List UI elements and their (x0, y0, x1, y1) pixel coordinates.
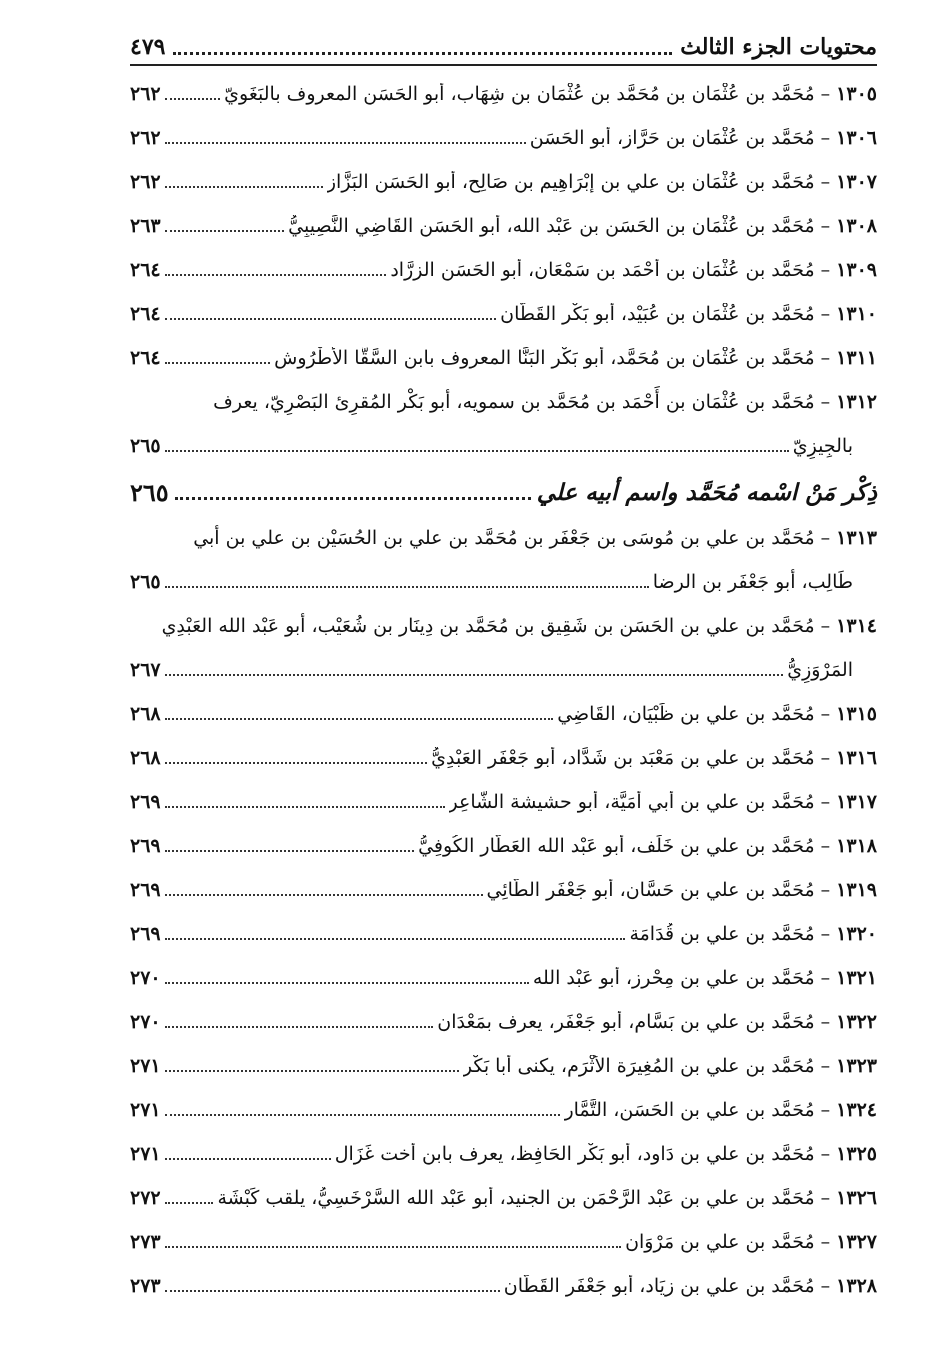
toc-entry (130, 956, 877, 1000)
entry-number: ١٣٢٢ (836, 1011, 877, 1033)
entry-page: ٢٧٠ (130, 967, 161, 989)
entry-number: ١٣٢٥ (836, 1143, 877, 1165)
entry-page: ٢٦٩ (130, 923, 161, 945)
toc-entry (130, 868, 877, 912)
entry-page: ٢٧٠ (130, 1011, 161, 1033)
entry-page: ٢٦٩ (130, 835, 161, 857)
entry-text: مُحَمَّد بن علي بن بَسَّام، أبو جَعْفَر، يعرف بمَعْدَان (437, 1011, 815, 1033)
entry-text-line2: طَالِب، أبو جَعْفَر بن الرضا (652, 571, 853, 593)
entry-page: ٢٧٣ (130, 1275, 161, 1297)
toc-entry (130, 116, 877, 160)
entry-text: مُحَمَّد بن عُثْمَان بن أَحْمَد بن سَمْعَان، أبو الحَسَن الزرَّاد (390, 259, 815, 281)
entry-page: ٢٧٢ (130, 1187, 161, 1209)
entry-text-line1: مُحَمَّد بن عُثْمَان بن أَحْمَد بن مُحَمَّد بن سمويه، أبو بَكْر المُقرِئ البَصْرِيّ، يعرف (213, 391, 815, 413)
entry-number: ١٣٢٧ (836, 1231, 877, 1253)
entry-dash: – (820, 347, 831, 369)
entry-dash: – (820, 1099, 831, 1121)
entry-dash: – (820, 791, 831, 813)
toc-entry (130, 204, 877, 248)
leader-dots (165, 752, 428, 764)
entry-dash: – (820, 527, 831, 549)
leader-dots (165, 708, 554, 720)
entry-number: ١٣٠٧ (836, 171, 877, 193)
toc-entry (130, 780, 877, 824)
toc-entry (130, 292, 877, 336)
header-title: محتويات الجزء الثالث (680, 34, 877, 60)
toc-entry (130, 248, 877, 292)
toc-entries (130, 72, 877, 1308)
entry-number: ١٣١٠ (836, 303, 877, 325)
entry-number: ١٣١٦ (836, 747, 877, 769)
entry-page: ٢٦٩ (130, 791, 161, 813)
entry-text-line1: مُحَمَّد بن علي بن الحَسَن بن شَقِيق بن مُحَمَّد بن دِينَار بن شُعَيْب، أبو عَبْد الله العَبْدِي (161, 615, 815, 637)
leader-dots (165, 884, 483, 896)
entry-number: ١٣١٩ (836, 879, 877, 901)
toc-entry (130, 1000, 877, 1044)
entry-text: مُحَمَّد بن علي بن المُغِيرَة الأَثْرَم، يكنى أبا بَكْر (462, 1055, 815, 1077)
entry-number: ١٣١١ (836, 347, 877, 369)
leader-dots (165, 1280, 500, 1292)
entry-number: ١٣٢١ (836, 967, 877, 989)
entry-text: مُحَمَّد بن عُثْمَان بن الحَسَن بن عَبْد الله، أبو الحَسَن القَاضِي النَّصِيبِيُّ (288, 215, 815, 237)
entry-dash: – (820, 967, 831, 989)
leader-dots (165, 308, 497, 320)
leader-dots (165, 840, 414, 852)
entry-number: ١٣١٥ (836, 703, 877, 725)
entry-page: ٢٧١ (130, 1143, 161, 1165)
leader-dots (165, 352, 271, 364)
leader-dots (165, 132, 526, 144)
leader-dots (165, 664, 784, 676)
entry-page: ٢٧٣ (130, 1231, 161, 1253)
entry-dash: – (820, 83, 831, 105)
leader-dots (165, 440, 789, 452)
entry-number: ١٣٠٦ (836, 127, 877, 149)
entry-dash: – (820, 747, 831, 769)
entry-page: ٢٧١ (130, 1099, 161, 1121)
leader-dots (165, 264, 387, 276)
entry-number: ١٣١٢ (836, 391, 877, 413)
entry-page: ٢٦٤ (130, 347, 161, 369)
toc-entry (130, 692, 877, 736)
entry-text: مُحَمَّد بن علي بن أبي أُمَيَّة، أبو حشيشة الشَّاعِر (448, 791, 815, 813)
entry-page: ٢٧١ (130, 1055, 161, 1077)
entry-dash: – (820, 835, 831, 857)
entry-number: ١٣١٧ (836, 791, 877, 813)
entry-number: ١٣٢٦ (836, 1187, 877, 1209)
entry-dash: – (820, 615, 831, 637)
toc-entry (130, 1264, 877, 1308)
toc-entry (130, 912, 877, 956)
entry-dash: – (820, 127, 831, 149)
toc-entry (130, 336, 877, 380)
entry-number: ١٣٠٥ (836, 83, 877, 105)
toc-group-b (130, 692, 877, 1308)
entry-number: ١٣١٤ (836, 615, 877, 637)
entry-page: ٢٦٢ (130, 127, 161, 149)
entry-dash: – (820, 703, 831, 725)
entry-text: مُحَمَّد بن علي بن دَاود، أبو بَكْر الحَافِظ، يعرف بابن أخت غَزَال (334, 1143, 815, 1165)
entry-dash: – (820, 879, 831, 901)
toc-entry (130, 1044, 877, 1088)
entry-text: مُحَمَّد بن علي بن قُدَامَة (629, 923, 815, 945)
entry-page: ٢٦٤ (130, 259, 161, 281)
entry-text: مُحَمَّد بن عُثْمَان بن حَرَّاز، أبو الحَسَن (529, 127, 815, 149)
toc-entry (130, 1132, 877, 1176)
entry-page: ٢٦٣ (130, 215, 161, 237)
entry-text: مُحَمَّد بن عُثْمَان بن مُحَمَّد بن عُثْمَان بن شِهَاب، أبو الحَسَن المعروف بالبَغَوِيّ (224, 83, 815, 105)
leader-dots (165, 972, 529, 984)
entry-text-line1: مُحَمَّد بن علي بن مُوسَى بن جَعْفَر بن مُحَمَّد بن علي بن الحُسَيْن بن علي بن أبي (193, 527, 815, 549)
entry-text: مُحَمَّد بن علي بن خَلَف، أبو عَبْد الله العَطَّار الكُوفِيُّ (418, 835, 815, 857)
entry-text: مُحَمَّد بن علي بن ظَبْيَان، القَاضِي (557, 703, 815, 725)
toc-entry-1312 (130, 380, 877, 468)
entry-number: ١٣١٣ (836, 527, 877, 549)
entry-text: مُحَمَّد بن علي بن مَعْبَد بن شَدَّاد، أبو جَعْفَر العَبْدِيُّ (431, 747, 815, 769)
entry-number: ١٣١٨ (836, 835, 877, 857)
entry-page: ٢٦٤ (130, 303, 161, 325)
header-page-number: ٤٧٩ (130, 34, 166, 60)
entry-number: ١٣٢٤ (836, 1099, 877, 1121)
leader-dots (165, 1016, 434, 1028)
toc-entry (130, 160, 877, 204)
entry-text: مُحَمَّد بن عُثْمَان بن مُحَمَّد، أبو بَكْر البَنَّا المعروف بابن السَّقَّا الأَطْرُوش (274, 347, 815, 369)
toc-entry (130, 1220, 877, 1264)
leader-dots (165, 220, 285, 232)
entry-page: ٢٦٢ (130, 83, 161, 105)
entry-text: مُحَمَّد بن عُثْمَان بن علي بن إِبْرَاهِيم بن صَالِح، أبو الحَسَن البَزَّاز (326, 171, 815, 193)
toc-group-a (130, 72, 877, 380)
entry-page: ٢٦٧ (130, 659, 161, 681)
entry-page: ٢٦٨ (130, 747, 161, 769)
leader-dots (165, 1060, 459, 1072)
header-leader-dots (173, 40, 672, 55)
leader-dots (165, 1104, 561, 1116)
section-page: ٢٦٥ (130, 477, 169, 507)
toc-entry (130, 1088, 877, 1132)
entry-text-line2: المَرْوَزِيُّ (787, 659, 853, 681)
entry-number: ١٣٢٨ (836, 1275, 877, 1297)
toc-entry (130, 824, 877, 868)
entry-dash: – (820, 1011, 831, 1033)
entry-dash: – (820, 215, 831, 237)
leader-dots (165, 1236, 621, 1248)
entry-text: مُحَمَّد بن علي بن مَرْوَان (625, 1231, 815, 1253)
entry-number: ١٣٠٩ (836, 259, 877, 281)
toc-entry (130, 1176, 877, 1220)
entry-dash: – (820, 1231, 831, 1253)
entry-page: ٢٦٩ (130, 879, 161, 901)
entry-text: مُحَمَّد بن عُثْمَان بن عُبَيْد، أبو بَكْر القَطَّان (500, 303, 815, 325)
entry-number: ١٣٢٠ (836, 923, 877, 945)
leader-dots (165, 928, 626, 940)
leader-dots (165, 1192, 214, 1204)
toc-entry-1314 (130, 604, 877, 692)
entry-text: مُحَمَّد بن علي بن زِيَاد، أبو جَعْفَر القَطَّان (503, 1275, 815, 1297)
entry-dash: – (820, 1275, 831, 1297)
leader-dots (165, 1148, 331, 1160)
entry-dash: – (820, 923, 831, 945)
entry-dash: – (820, 391, 831, 413)
toc-entry-1313 (130, 516, 877, 604)
entry-dash: – (820, 303, 831, 325)
section-leader-dots (175, 485, 531, 500)
entry-text: مُحَمَّد بن علي بن عَبْد الرَّحْمَن بن الجنيد، أبو عَبْد الله السَّرْخَسِيُّ، يلقب كَبْشَة (217, 1187, 815, 1209)
entry-number: ١٣٠٨ (836, 215, 877, 237)
leader-dots (165, 176, 323, 188)
section-heading (130, 468, 877, 516)
toc-entry (130, 72, 877, 116)
entry-dash: – (820, 1055, 831, 1077)
page-header (130, 30, 877, 66)
entry-page: ٢٦٨ (130, 703, 161, 725)
entry-dash: – (820, 259, 831, 281)
entry-page: ٢٦٢ (130, 171, 161, 193)
entry-page: ٢٦٥ (130, 435, 161, 457)
entry-text-line2: بالجِيزِيّ (792, 435, 853, 457)
leader-dots (165, 576, 649, 588)
entry-text: مُحَمَّد بن علي بن حَسَّان، أبو جَعْفَر الطَّائِي (486, 879, 815, 901)
leader-dots (165, 88, 221, 100)
entry-text: مُحَمَّد بن علي بن الحَسَن، التَّمَّار (564, 1099, 815, 1121)
toc-entry (130, 736, 877, 780)
entry-text: مُحَمَّد بن علي بن مِحْرِز، أبو عَبْد الله (532, 967, 815, 989)
entry-number: ١٣٢٣ (836, 1055, 877, 1077)
entry-dash: – (820, 1143, 831, 1165)
leader-dots (165, 796, 445, 808)
entry-page: ٢٦٥ (130, 571, 161, 593)
entry-dash: – (820, 1187, 831, 1209)
entry-dash: – (820, 171, 831, 193)
section-title: ذِكْر مَنْ اسْمه مُحَمَّد واسم أبيه علي (536, 478, 877, 506)
